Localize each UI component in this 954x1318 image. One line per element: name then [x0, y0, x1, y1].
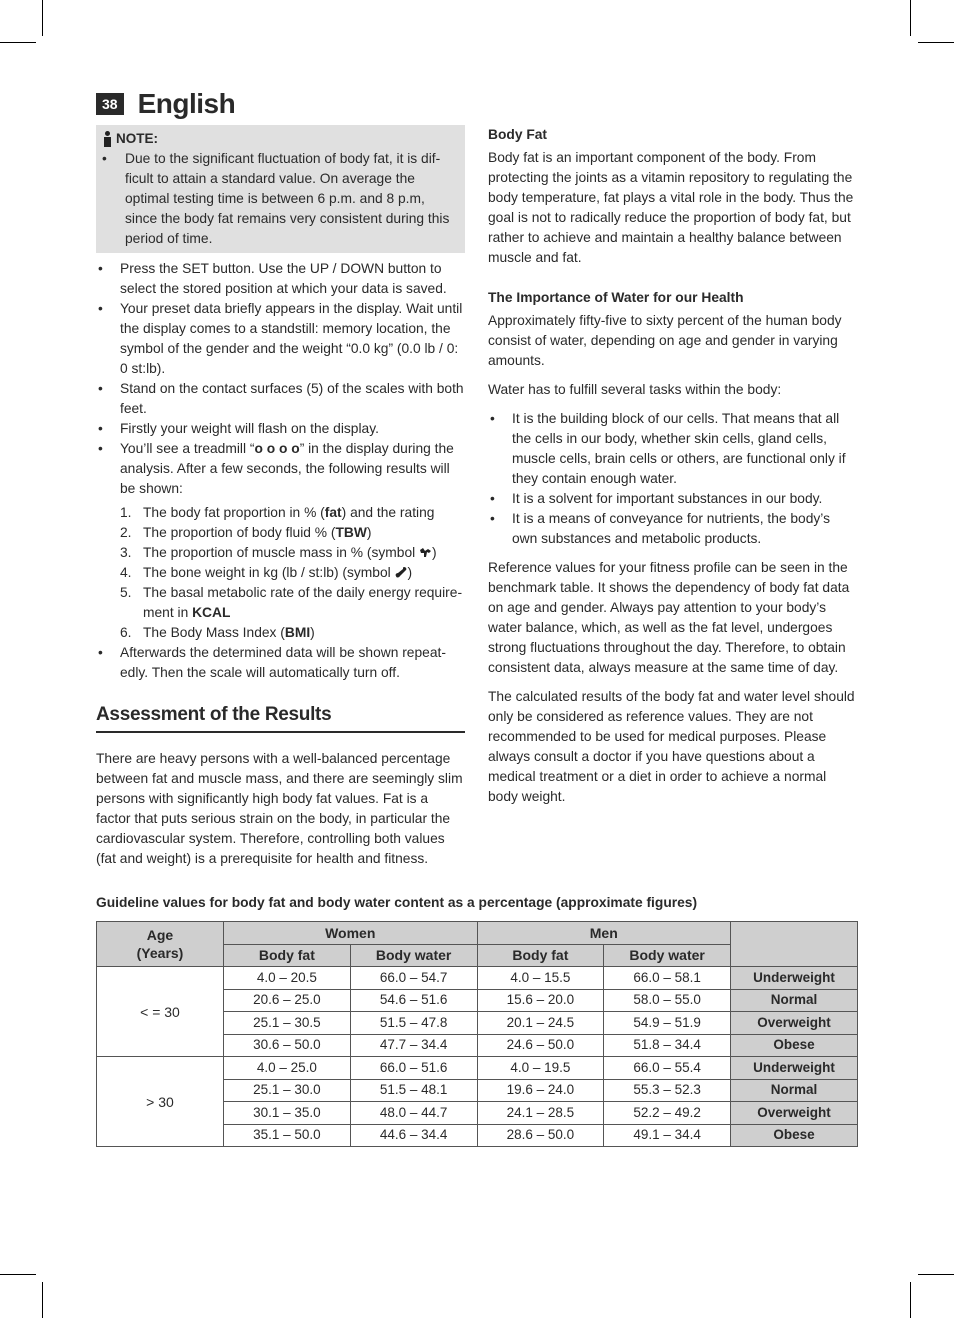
- note-list: [102, 149, 459, 249]
- table-cell: 51.8 – 34.4: [604, 1034, 731, 1057]
- step-item: • Press the SET button. Use the UP / DOWN button to select the stored position at which your data is saved.: [96, 259, 465, 299]
- task-item: • It is a means of conveyance for nutrients, the body’s own substances and metabolic products.: [488, 509, 858, 549]
- assessment-heading: Assessment of the Results: [96, 705, 465, 733]
- crop-mark: [0, 1274, 36, 1275]
- task-item: • It is a solvent for important substances in our body.: [488, 489, 858, 509]
- men-header: Men: [477, 922, 731, 945]
- result-item: [120, 543, 465, 563]
- table-cell: 35.1 – 50.0: [224, 1124, 351, 1147]
- rating-cell: Underweight: [731, 967, 858, 990]
- result-text: ): [366, 525, 372, 540]
- table-cell: 49.1 – 34.4: [604, 1124, 731, 1147]
- rating-cell: Obese: [731, 1034, 858, 1057]
- result-text: ): [310, 625, 315, 640]
- right-column: [488, 125, 858, 807]
- result-item: [120, 583, 465, 623]
- info-icon: [102, 131, 113, 147]
- body-fat-text: Body fat is an important component of the body. From protecting the joints as a vitamin repository to regulating the body temperature, fat plays a vital role in the body. Thus the goal is not to radically reduce the proportion of body fat, but rather to achieve and maintain a healthy balance between muscle and fat.: [488, 150, 854, 265]
- step-item: [96, 439, 465, 643]
- reference-text: Reference values for your fitness profile can be seen in the benchmark table. It shows the dependency of body fat data on age and gender. Always pay attention to your body’s water balance, which, as well as the fat level, undergoes strong fluctuations throughout the day. Therefore, to obtain consistent data, always measure at the same time of day.: [488, 560, 850, 675]
- page-header: [96, 88, 235, 120]
- tasks-list: [488, 409, 858, 549]
- body-fat-heading: Body Fat: [488, 127, 548, 142]
- table-header-row: [97, 922, 858, 945]
- age-header: [97, 922, 224, 967]
- table-cell: 52.2 – 49.2: [604, 1102, 731, 1125]
- table-title: Guideline values for body fat and body water content as a percentage (approximate figures): [96, 895, 698, 910]
- table-cell: 20.1 – 24.5: [477, 1012, 604, 1035]
- table-cell: 47.7 – 34.4: [350, 1034, 477, 1057]
- bone-icon: [395, 567, 408, 578]
- women-header: Women: [224, 922, 478, 945]
- table-cell: 4.0 – 20.5: [224, 967, 351, 990]
- table-cell: 51.5 – 47.8: [350, 1012, 477, 1035]
- table-cell: 28.6 – 50.0: [477, 1124, 604, 1147]
- table-cell: 54.6 – 51.6: [350, 989, 477, 1012]
- table-cell: 58.0 – 55.0: [604, 989, 731, 1012]
- result-number: 6.: [120, 625, 132, 640]
- result-text: The bone weight in kg (lb / st:lb) (symbol: [143, 565, 395, 580]
- rating-cell: Overweight: [731, 1102, 858, 1125]
- table-cell: 20.6 – 25.0: [224, 989, 351, 1012]
- tasks-intro: Water has to fulfill several tasks within the body:: [488, 382, 782, 397]
- table-cell: 66.0 – 55.4: [604, 1057, 731, 1080]
- result-text: The body fat proportion in % (: [143, 505, 325, 520]
- result-text: The proportion of body fluid % (: [143, 525, 336, 540]
- table-cell: 25.1 – 30.5: [224, 1012, 351, 1035]
- age-group-cell: < = 30: [97, 967, 224, 1057]
- table-cell: 51.5 – 48.1: [350, 1079, 477, 1102]
- table-row: [97, 967, 858, 990]
- crop-mark: [918, 1274, 954, 1275]
- result-number: 1.: [120, 505, 132, 520]
- result-label: KCAL: [192, 605, 231, 620]
- table-cell: 30.6 – 50.0: [224, 1034, 351, 1057]
- table-cell: 24.1 – 28.5: [477, 1102, 604, 1125]
- result-item: [120, 523, 465, 543]
- step-item: • Afterwards the determined data will be shown repeatedly. Then the scale will automatically turn off.: [96, 643, 465, 683]
- result-text: ): [407, 565, 413, 580]
- result-label: TBW: [335, 525, 367, 540]
- result-number: 3.: [120, 545, 132, 560]
- result-text: ): [432, 545, 437, 560]
- crop-mark: [910, 1282, 911, 1318]
- result-label: BMI: [284, 625, 311, 640]
- muscle-icon: [419, 547, 432, 558]
- women-body-fat-header: Body fat: [224, 944, 351, 967]
- result-number: 5.: [120, 585, 132, 600]
- rating-cell: Normal: [731, 989, 858, 1012]
- age-group-cell: > 30: [97, 1057, 224, 1147]
- women-body-water-header: Body water: [350, 944, 477, 967]
- table-cell: 66.0 – 54.7: [350, 967, 477, 990]
- page-number: 38: [96, 93, 124, 115]
- table-cell: 44.6 – 34.4: [350, 1124, 477, 1147]
- step-text: ” in the display during the analysis. After a few seconds, the following results will be shown:: [120, 441, 454, 496]
- table-cell: 55.3 – 52.3: [604, 1079, 731, 1102]
- table-cell: 4.0 – 19.5: [477, 1057, 604, 1080]
- steps-list: [96, 259, 465, 683]
- note-box: [96, 125, 465, 253]
- table-cell: 24.6 – 50.0: [477, 1034, 604, 1057]
- result-text: ) and the rating: [341, 505, 435, 520]
- crop-mark: [0, 42, 36, 43]
- table-cell: 19.6 – 24.0: [477, 1079, 604, 1102]
- step-text: You’ll see a treadmill “: [120, 441, 255, 456]
- table-cell: 54.9 – 51.9: [604, 1012, 731, 1035]
- crop-mark: [910, 0, 911, 36]
- step-item: • Your preset data briefly appears in the display. Wait until the display comes to a standstill: memory location, the symbol of the gender and the weight “0.0 kg” (0.0 lb / 0: 0 st:lb).: [96, 299, 465, 379]
- table-cell: 66.0 – 51.6: [350, 1057, 477, 1080]
- table-cell: 66.0 – 58.1: [604, 967, 731, 990]
- rating-header: [731, 922, 858, 967]
- result-item: [120, 623, 465, 643]
- age-header-label: Age: [146, 927, 174, 943]
- crop-mark: [42, 1282, 43, 1318]
- crop-mark: [42, 0, 43, 36]
- result-text: The Body Mass Index (: [143, 625, 285, 640]
- crop-mark: [918, 42, 954, 43]
- result-text: The basal metabolic rate of the daily energy requirement in: [143, 585, 463, 620]
- table-cell: 15.6 – 20.0: [477, 989, 604, 1012]
- result-number: 2.: [120, 525, 132, 540]
- rating-cell: Underweight: [731, 1057, 858, 1080]
- step-item: • Stand on the contact surfaces (5) of the scales with both feet.: [96, 379, 465, 419]
- treadmill-symbol: o o o o: [254, 441, 300, 456]
- men-body-water-header: Body water: [604, 944, 731, 967]
- left-column: [96, 125, 465, 869]
- result-item: [120, 563, 465, 583]
- table-cell: 25.1 – 30.0: [224, 1079, 351, 1102]
- note-title-text: NOTE:: [116, 131, 158, 146]
- age-header-sub: (Years): [136, 945, 184, 961]
- table-row: [97, 1057, 858, 1080]
- language-title: English: [137, 88, 236, 119]
- note-item: • Due to the significant fluctuation of body fat, it is difficult to attain a standard value. On average the optimal testing time is between 6 p.m. and 8 p.m, since the body fat remains very consistent during this period of time.: [102, 149, 459, 249]
- table-cell: 4.0 – 15.5: [477, 967, 604, 990]
- task-item: • It is the building block of our cells. That means that all the cells in our body, whether skin cells, gland cells, muscle cells, brain cells or others, are functional only if they contain enough water.: [488, 409, 858, 489]
- step-item: • Firstly your weight will flash on the display.: [96, 419, 465, 439]
- men-body-fat-header: Body fat: [477, 944, 604, 967]
- water-text: Approximately fifty-five to sixty percent of the human body consist of water, depending on age and gender in varying amounts.: [488, 313, 842, 368]
- table-cell: 48.0 – 44.7: [350, 1102, 477, 1125]
- rating-cell: Overweight: [731, 1012, 858, 1035]
- result-item: [120, 503, 465, 523]
- table-cell: 30.1 – 35.0: [224, 1102, 351, 1125]
- calculated-text: The calculated results of the body fat and water level should only be considered as reference values. They are not recommended to be used for medical purposes. Please always consult a doctor if you have questions about a medical treatment or a diet in order to achieve a normal body weight.: [488, 689, 855, 804]
- assessment-text: There are heavy persons with a well-balanced percentage between fat and muscle mass, and there are seemingly slim persons with significantly high body fat values. Fat is a factor that puts serious strain on the body, in particular the cardiovascular system. Therefore, controlling both values (fat and weight) is a prerequisite for health and fitness.: [96, 751, 463, 866]
- results-list: [120, 503, 465, 643]
- result-text: The proportion of muscle mass in % (symbol: [143, 545, 420, 560]
- rating-cell: Normal: [731, 1079, 858, 1102]
- note-title: [102, 129, 459, 149]
- guideline-table: [96, 921, 858, 1147]
- result-label: fat: [324, 505, 342, 520]
- result-number: 4.: [120, 565, 132, 580]
- water-heading: The Importance of Water for our Health: [488, 290, 744, 305]
- rating-cell: Obese: [731, 1124, 858, 1147]
- table-cell: 4.0 – 25.0: [224, 1057, 351, 1080]
